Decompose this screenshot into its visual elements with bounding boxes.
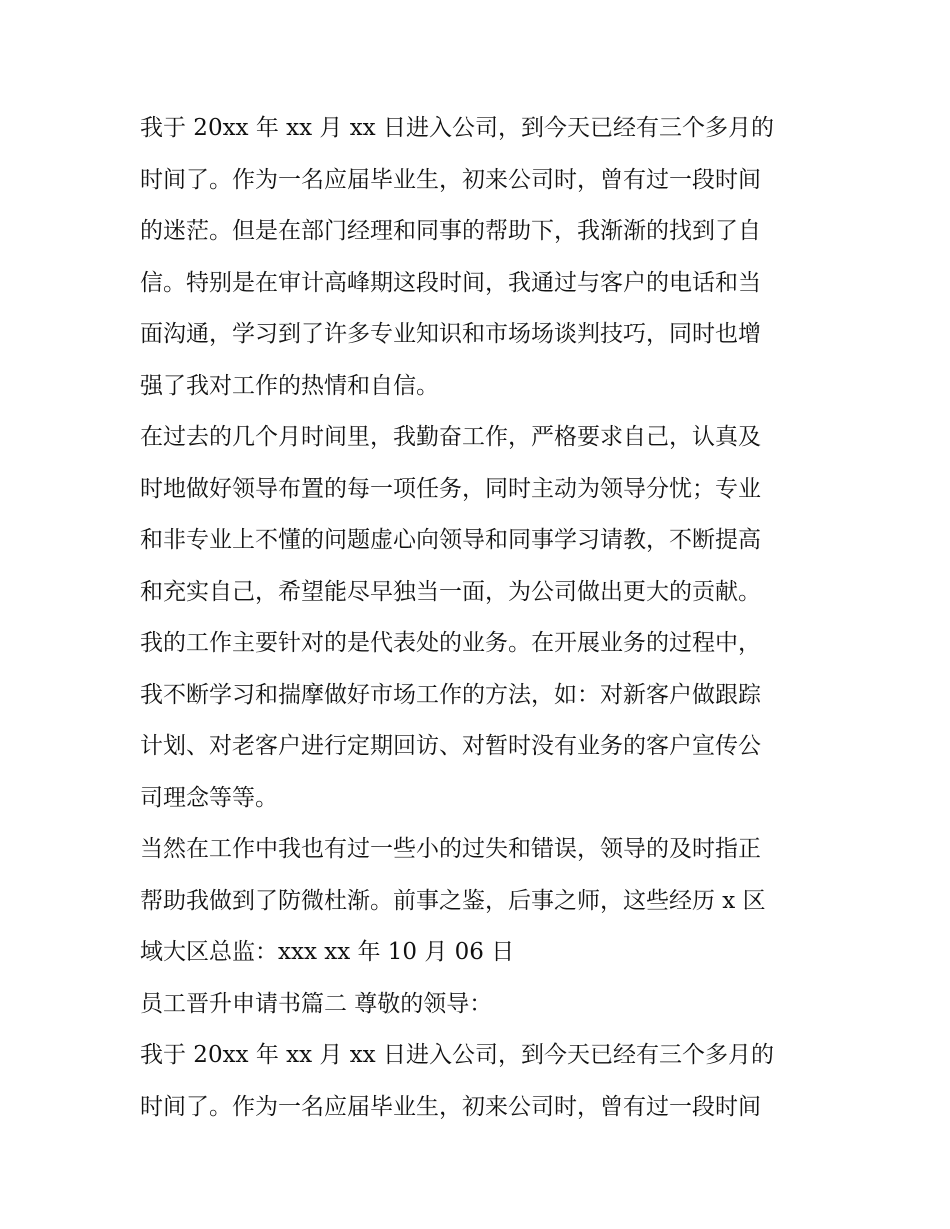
text-line-1: 我于 20xx 年 xx 月 xx 日进入公司，到今天已经有三个多月的: [140, 115, 774, 141]
text-line-7: 在过去的几个月时间里，我勤奋工作，严格要求自己，认真及: [140, 424, 761, 450]
text-line-3: 的迷茫。但是在部门经理和同事的帮助下，我渐渐的找到了自: [140, 218, 761, 244]
text-line-8: 时地做好领导布置的每一项任务，同时主动为领导分忧；专业: [140, 475, 761, 502]
text-line-14: 司理念等等。: [140, 784, 278, 811]
text-line-18: 员工晋升申请书篇二 尊敬的领导：: [140, 990, 493, 1017]
text-line-17: 域大区总监：xxx xx 年 10 月 06 日: [140, 939, 515, 965]
text-line-19: 我于 20xx 年 xx 月 xx 日进入公司，到今天已经有三个多月的: [140, 1042, 774, 1068]
text-line-2: 时间了。作为一名应届毕业生，初来公司时，曾有过一段时间: [140, 166, 761, 193]
text-line-6: 强了我对工作的热情和自信。: [140, 372, 439, 399]
text-line-13: 计划、对老客户进行定期回访、对暂时没有业务的客户宣传公: [140, 733, 761, 759]
text-line-11: 我的工作主要针对的是代表处的业务。在开展业务的过程中，: [140, 630, 761, 656]
text-line-16: 帮助我做到了防微杜渐。前事之鉴，后事之师，这些经历 x 区: [140, 887, 766, 914]
text-line-9: 和非专业上不懂的问题虚心向领导和同事学习请教，不断提高: [140, 527, 761, 553]
text-line-4: 信。特别是在审计高峰期这段时间，我通过与客户的电话和当: [140, 269, 761, 296]
text-line-10: 和充实自己，希望能尽早独当一面，为公司做出更大的贡献。: [140, 578, 761, 605]
text-line-12: 我不断学习和揣摩做好市场工作的方法，如：对新客户做跟踪: [140, 681, 761, 708]
text-line-20: 时间了。作为一名应届毕业生，初来公司时，曾有过一段时间: [140, 1093, 761, 1120]
document-body: [140, 103, 820, 1133]
text-line-15: 当然在工作中我也有过一些小的过失和错误，领导的及时指正: [140, 836, 761, 862]
text-line-5: 面沟通，学习到了许多专业知识和市场场谈判技巧，同时也增: [140, 321, 761, 347]
